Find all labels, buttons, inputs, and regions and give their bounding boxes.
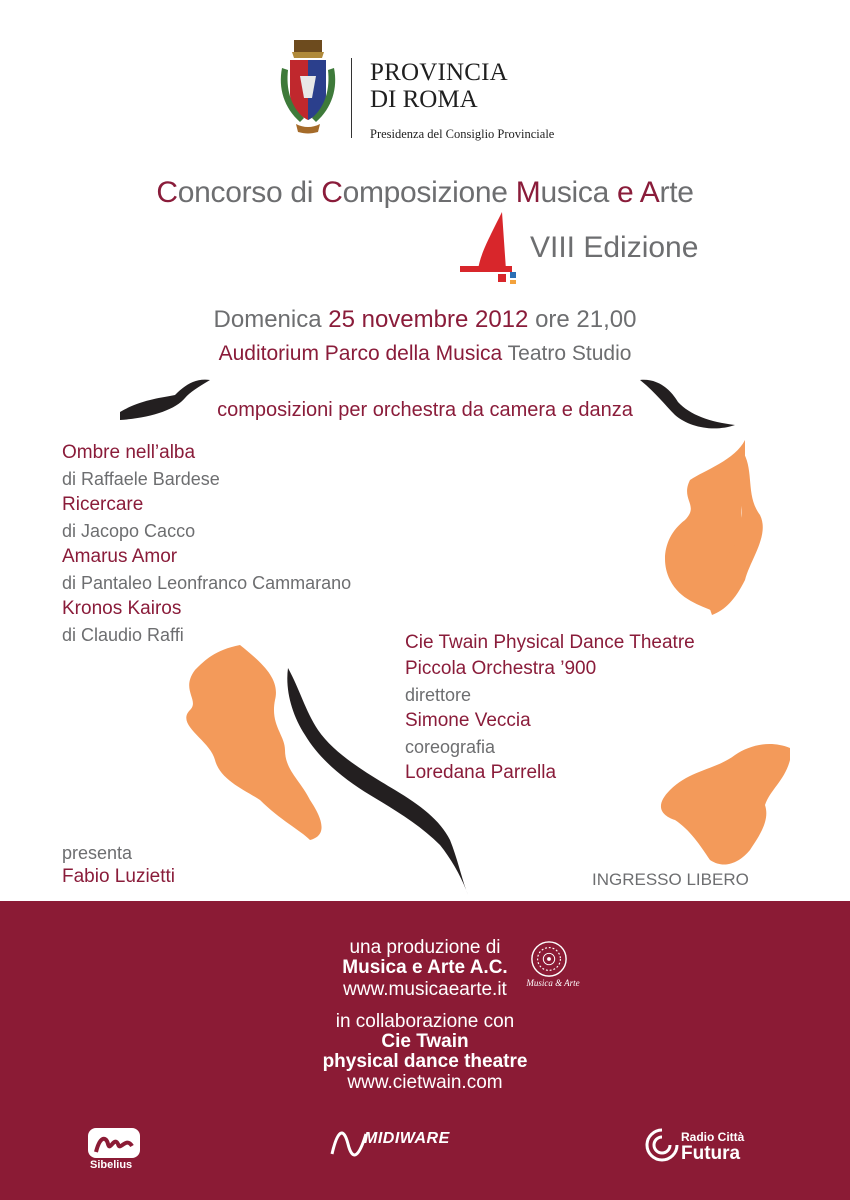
edition-logo-icon bbox=[458, 210, 522, 290]
work-author: di Jacopo Cacco bbox=[62, 521, 196, 541]
work-title: Kronos Kairos bbox=[62, 598, 182, 619]
work-author: di Pantaleo Leonfranco Cammarano bbox=[62, 573, 352, 593]
competition-title: Concorso di Composizione Musica e Arte bbox=[156, 176, 694, 209]
producer-url: www.musicaearte.it bbox=[343, 979, 507, 1000]
presenter-name: Fabio Luzietti bbox=[62, 866, 176, 887]
sponsor-radio-line1: Radio Città bbox=[681, 1130, 745, 1144]
provincia-crest-icon bbox=[276, 38, 340, 138]
admission-label: INGRESSO LIBERO bbox=[592, 870, 749, 889]
collaborator-url: www.cietwain.com bbox=[347, 1072, 503, 1093]
works-list bbox=[62, 440, 482, 648]
province-name-line2: DI ROMA bbox=[370, 86, 478, 113]
sponsor-radio-line2: Futura bbox=[681, 1143, 741, 1164]
edition-label: VIII Edizione bbox=[530, 231, 699, 264]
work-title: Ombre nell’alba bbox=[62, 442, 196, 463]
work-author: di Raffaele Bardese bbox=[62, 469, 220, 489]
work-title: Amarus Amor bbox=[62, 546, 178, 567]
sponsor-sibelius: Sibelius bbox=[90, 1159, 133, 1171]
presenter-label: presenta bbox=[62, 843, 133, 863]
producer-name: Musica e Arte A.C. bbox=[342, 957, 508, 978]
orange-leaf-left bbox=[186, 645, 321, 840]
director-label: direttore bbox=[405, 685, 472, 705]
choreographer-name: Loredana Parrella bbox=[405, 762, 557, 783]
work-author: di Claudio Raffi bbox=[62, 625, 184, 645]
director-name: Simone Veccia bbox=[405, 710, 531, 731]
collaborator-name: Cie Twain bbox=[381, 1031, 469, 1052]
performers-block bbox=[405, 630, 825, 786]
musica-arte-rosette-icon bbox=[530, 940, 568, 978]
work-title: Ricercare bbox=[62, 494, 144, 515]
work-item bbox=[62, 544, 482, 596]
radio-citta-futura-logo-icon bbox=[645, 1128, 679, 1162]
event-subtitle: composizioni per orchestra da camera e danza bbox=[217, 399, 633, 421]
choreography-label: coreografia bbox=[405, 737, 496, 757]
event-date: Domenica 25 novembre 2012 ore 21,00 bbox=[213, 306, 637, 333]
orchestra-name: Piccola Orchestra ’900 bbox=[405, 658, 597, 679]
header-divider bbox=[351, 58, 352, 138]
collaborator-subtitle: physical dance theatre bbox=[322, 1051, 528, 1072]
rosette-label: Musica & Arte bbox=[526, 978, 580, 988]
province-name-line1: PROVINCIA bbox=[370, 59, 508, 86]
sponsor-midiware: MIDIWARE bbox=[364, 1130, 450, 1147]
production-label: una produzione di bbox=[349, 937, 501, 958]
presidency-label: Presidenza del Consiglio Provinciale bbox=[370, 127, 555, 141]
company-name: Cie Twain Physical Dance Theatre bbox=[405, 632, 695, 653]
collaboration-label: in collaborazione con bbox=[335, 1011, 515, 1032]
event-venue: Auditorium Parco della Musica Teatro Studio bbox=[218, 342, 632, 365]
work-item bbox=[62, 440, 482, 492]
work-item bbox=[62, 492, 482, 544]
